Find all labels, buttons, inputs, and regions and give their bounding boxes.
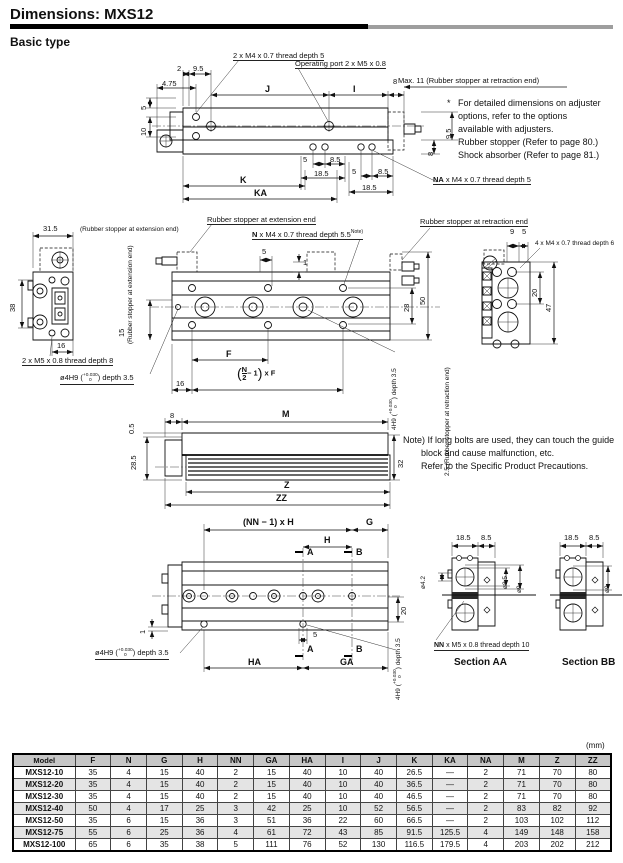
table-cell: 40 <box>289 791 325 803</box>
table-cell: 2 <box>468 815 504 827</box>
model-cell: MXS12-40 <box>13 803 75 815</box>
table-cell: 61 <box>254 827 290 839</box>
table-cell: 3 <box>218 803 254 815</box>
table-cell: 40 <box>361 779 397 791</box>
table-cell: 4 <box>218 827 254 839</box>
table-cell: 60 <box>361 815 397 827</box>
dim-18-5-b: 18.5 <box>362 183 377 192</box>
bolt-note-line2: block and cause malfunction, etc. <box>421 448 555 458</box>
col-header: N <box>111 754 147 767</box>
table-cell: 52 <box>325 839 361 852</box>
table-cell: 71 <box>504 767 540 779</box>
table-cell: 83 <box>504 803 540 815</box>
hole-prefix: ø4H9 ( <box>95 648 118 657</box>
table-cell: 17 <box>146 803 182 815</box>
aa-dia-4-2: ø4.2 <box>420 575 427 589</box>
table-header-row <box>13 754 611 767</box>
table-cell: 4 <box>111 803 147 815</box>
table-cell: 2 <box>468 779 504 791</box>
table-cell: — <box>432 779 468 791</box>
model-cell: MXS12-50 <box>13 815 75 827</box>
dim-9-5-right: 9.5 <box>444 128 453 139</box>
col-header: ZZ <box>575 754 611 767</box>
dimensions-table <box>12 753 612 852</box>
table-cell: 22 <box>325 815 361 827</box>
table-cell: 4 <box>111 791 147 803</box>
hole-prefix: ø4H9 ( <box>60 373 83 382</box>
model-cell: MXS12-20 <box>13 779 75 791</box>
table-cell: 6 <box>111 815 147 827</box>
hole-callout-vertical <box>390 368 400 430</box>
adjuster-note-line5: Shock absorber (Refer to page 81.) <box>458 150 600 160</box>
hole-callout-vertical-bottom <box>394 638 404 700</box>
dim-8: 8 <box>393 77 398 86</box>
table-row <box>13 839 611 852</box>
col-header: NA <box>468 754 504 767</box>
col-header: F <box>75 754 111 767</box>
table-cell: 4 <box>111 779 147 791</box>
dim-I: I <box>353 84 356 94</box>
table-cell: — <box>432 803 468 815</box>
profile-view <box>143 418 400 509</box>
bolt-note-line1: Note) If long bolts are used, they can touch the guide <box>403 435 615 445</box>
table-cell: 65 <box>75 839 111 852</box>
dim-47-rview: 47 <box>544 303 553 312</box>
na-bold: NA <box>433 175 444 184</box>
table-cell: 40 <box>361 791 397 803</box>
pitch-formula <box>237 366 275 381</box>
dim-15: 15 <box>117 328 126 337</box>
v4h9-suffix: ) depth 3.5 <box>395 638 402 670</box>
dim-9-5: 9.5 <box>193 64 204 73</box>
table-cell: 25 <box>146 827 182 839</box>
table-cell: 56.5 <box>396 803 432 815</box>
table-cell: 15 <box>146 779 182 791</box>
table-cell: 36 <box>289 815 325 827</box>
dim-G: G <box>366 517 374 527</box>
table-cell: 10 <box>325 803 361 815</box>
bolt-note-line3: Refer to the Specific Product Precautions. <box>421 461 589 471</box>
table-cell: 35 <box>75 767 111 779</box>
table-cell: 10 <box>325 779 361 791</box>
dim-F: F <box>226 349 232 359</box>
col-header: J <box>361 754 397 767</box>
table-cell: 102 <box>539 815 575 827</box>
section-subtitle: Basic type <box>10 35 71 49</box>
table-row <box>13 779 611 791</box>
table-cell: 10 <box>325 791 361 803</box>
table-cell: 70 <box>539 767 575 779</box>
table-cell: 40 <box>289 779 325 791</box>
hole-callout-bottom <box>95 648 169 660</box>
bottom-view <box>148 524 404 672</box>
dim-GA: GA <box>340 657 354 667</box>
frac-mult: x F <box>262 368 276 378</box>
table-cell: 40 <box>289 767 325 779</box>
table-cell: 26.5 <box>396 767 432 779</box>
dim-5-left: 5 <box>139 105 148 110</box>
table-cell: 2 <box>468 803 504 815</box>
col-header: NN <box>218 754 254 767</box>
dim-16-left: 16 <box>57 341 66 350</box>
hole-suffix: ) depth 3.5 <box>132 648 169 657</box>
tol-bot: 0 <box>88 378 92 383</box>
table-cell: 2 <box>218 767 254 779</box>
col-header: HA <box>289 754 325 767</box>
table-cell: 85 <box>361 827 397 839</box>
table-row <box>13 791 611 803</box>
col-header: I <box>325 754 361 767</box>
dim-5-center: 5 <box>262 247 267 256</box>
frac-num: N <box>241 365 248 374</box>
table-cell: 42 <box>254 803 290 815</box>
section-bb-caption: Section BB <box>562 657 616 668</box>
table-cell: 158 <box>575 827 611 839</box>
section-mark-B-bottom: B <box>356 644 363 654</box>
dim-8-5-b: 8.5 <box>378 167 389 176</box>
v4h9-suffix: ) depth 3.5 <box>391 368 398 400</box>
table-cell: 80 <box>575 779 611 791</box>
dim-ZZ: ZZ <box>276 493 287 503</box>
table-cell: 15 <box>146 791 182 803</box>
max-stroke-callout: Max. 11 (Rubber stopper at retraction end) <box>398 76 540 85</box>
frac-rest: − 1 <box>247 368 258 378</box>
nn-thread-callout <box>434 641 529 651</box>
table-cell: 125.5 <box>432 827 468 839</box>
section-mark-A-top: A <box>307 547 314 557</box>
col-header: H <box>182 754 218 767</box>
table-cell: 203 <box>504 839 540 852</box>
table-cell: 149 <box>504 827 540 839</box>
m4-thread-callout-right: 4 x M4 x 0.7 thread depth 6 <box>535 240 615 247</box>
dim-8-right: 8 <box>426 151 435 156</box>
dim-KA: KA <box>254 188 267 198</box>
adjuster-note-line3: available with adjusters. <box>458 124 554 134</box>
page-title: Dimensions: MXS12 <box>10 6 154 23</box>
n-bold: N <box>252 230 258 239</box>
nn-bold: NN <box>434 642 445 649</box>
na-thread-callout <box>433 175 531 185</box>
table-cell: 6 <box>111 839 147 852</box>
tol-bot: 0 <box>394 405 399 409</box>
dim-1-center: 1 <box>303 258 308 267</box>
table-cell: 103 <box>504 815 540 827</box>
paren-open: ( <box>237 365 242 381</box>
table-cell: 112 <box>575 815 611 827</box>
dim-4-75: 4.75 <box>162 79 177 88</box>
table-cell: 35 <box>75 791 111 803</box>
table-cell: 66.5 <box>396 815 432 827</box>
side-stopper-note: (Rubber stopper at extension end) <box>127 245 134 344</box>
hole-callout-left <box>60 373 134 385</box>
dim-J: J <box>265 84 271 94</box>
table-cell: — <box>432 767 468 779</box>
table-cell: 40 <box>182 779 218 791</box>
table-cell: — <box>432 791 468 803</box>
v4h9-prefix: 4H9 ( <box>391 414 398 430</box>
dim-8-profile: 8 <box>170 411 175 420</box>
table-cell: 6 <box>111 827 147 839</box>
table-cell: 76 <box>289 839 325 852</box>
table-cell: 40 <box>182 767 218 779</box>
tolerance-stack <box>390 399 400 414</box>
table-cell: 2 <box>468 767 504 779</box>
table-cell: 15 <box>146 767 182 779</box>
dim-20-rview: 20 <box>530 288 539 297</box>
col-header: Z <box>539 754 575 767</box>
n-thread-callout <box>252 228 363 240</box>
col-header-model: Model <box>13 754 75 767</box>
table-cell: 71 <box>504 791 540 803</box>
table-cell: 15 <box>254 779 290 791</box>
tol-top: +0.030 <box>82 373 98 379</box>
adjuster-note-line4: Rubber stopper (Refer to page 80.) <box>458 137 599 147</box>
tolerance-stack <box>118 649 133 659</box>
dim-H: H <box>324 535 331 545</box>
model-cell: MXS12-30 <box>13 791 75 803</box>
v4h9-prefix: 4H9 ( <box>395 684 402 700</box>
bb-dim-8-5: 8.5 <box>589 533 600 542</box>
tol-bot: 0 <box>398 675 403 679</box>
table-cell: 51 <box>254 815 290 827</box>
dim-5-rview: 5 <box>522 227 527 236</box>
table-cell: 43 <box>325 827 361 839</box>
unit-label: (mm) <box>586 741 605 750</box>
table-cell: 70 <box>539 779 575 791</box>
dim-5-b: 5 <box>352 167 357 176</box>
table-cell: 40 <box>361 767 397 779</box>
table-cell: 130 <box>361 839 397 852</box>
table-cell: 116.5 <box>396 839 432 852</box>
dim-0-5: 0.5 <box>127 423 136 434</box>
dim-10-left: 10 <box>139 127 148 136</box>
table-cell: 2 <box>218 791 254 803</box>
table-cell: 46.5 <box>396 791 432 803</box>
dim-5-bottom: 5 <box>313 630 318 639</box>
table-cell: 148 <box>539 827 575 839</box>
table-cell: 2 <box>468 791 504 803</box>
col-header: K <box>396 754 432 767</box>
left-end-view <box>18 232 178 374</box>
dim-28: 28 <box>402 303 411 312</box>
thread-callout: 2 x M4 x 0.7 thread depth 5 <box>233 51 325 60</box>
nn-rest: x M5 x 0.8 thread depth 10 <box>444 642 530 649</box>
table-cell: 35 <box>146 839 182 852</box>
table-cell: 72 <box>289 827 325 839</box>
table-cell: 80 <box>575 767 611 779</box>
dim-28-5: 28.5 <box>129 455 138 470</box>
dim-M: M <box>282 409 290 419</box>
tol-top: +0.030 <box>393 669 399 685</box>
table-cell: 50 <box>75 803 111 815</box>
table-cell: 38 <box>182 839 218 852</box>
table-cell: 15 <box>254 791 290 803</box>
table-cell: 4 <box>111 767 147 779</box>
ret-stopper-callout: Rubber stopper at retraction end <box>420 217 528 226</box>
bb-dia-9: ø9 <box>604 585 611 593</box>
ret-stopper-vertical-note: 2.5 (Rubber stopper at retraction end) <box>444 367 451 476</box>
table-cell: 4 <box>468 839 504 852</box>
tol-bot: 0 <box>123 653 127 658</box>
dim-Z: Z <box>284 480 290 490</box>
table-cell: 10 <box>325 767 361 779</box>
table-cell: 4 <box>468 827 504 839</box>
table-cell: 35 <box>75 779 111 791</box>
table-cell: 2 <box>218 779 254 791</box>
section-mark-B-top: B <box>356 547 363 557</box>
dim-38: 38 <box>8 303 17 312</box>
table-cell: 36.5 <box>396 779 432 791</box>
operating-port-callout: Operating port 2 x M5 x 0.8 <box>295 59 386 68</box>
model-cell: MXS12-75 <box>13 827 75 839</box>
na-rest: x M4 x 0.7 thread depth 5 <box>443 175 531 184</box>
paren-close: ) <box>257 365 263 381</box>
table-cell: 92 <box>575 803 611 815</box>
note-superscript: Note) <box>350 229 364 235</box>
table-cell: 35 <box>75 815 111 827</box>
section-mark-A-bottom: A <box>307 644 314 654</box>
hole-suffix: ) depth 3.5 <box>97 373 134 382</box>
table-cell: 55 <box>75 827 111 839</box>
section-aa-caption: Section AA <box>454 657 507 668</box>
dim-32: 32 <box>396 459 405 468</box>
aa-dia-8-5: ø8.5 <box>502 575 509 589</box>
aa-dia-9: ø9 <box>516 585 523 593</box>
table-cell: 25 <box>289 803 325 815</box>
table-cell: 70 <box>539 791 575 803</box>
bb-dim-18-5: 18.5 <box>564 533 579 542</box>
table-cell: 25 <box>182 803 218 815</box>
table-cell: 91.5 <box>396 827 432 839</box>
adjuster-note-bullet: * <box>447 98 451 108</box>
table-cell: 52 <box>361 803 397 815</box>
table-cell: 71 <box>504 779 540 791</box>
col-header: KA <box>432 754 468 767</box>
table-cell: 202 <box>539 839 575 852</box>
table-cell: 36 <box>182 827 218 839</box>
dim-16-center: 16 <box>176 379 185 388</box>
tol-top: +0.030 <box>389 399 395 415</box>
adjuster-note-line2: options, refer to the options <box>458 111 568 121</box>
table-cell: 111 <box>254 839 290 852</box>
col-header: GA <box>254 754 290 767</box>
col-header: G <box>146 754 182 767</box>
table-cell: 15 <box>146 815 182 827</box>
table-cell: — <box>432 815 468 827</box>
table-cell: 179.5 <box>432 839 468 852</box>
table-cell: 212 <box>575 839 611 852</box>
table-cell: 5 <box>218 839 254 852</box>
model-cell: MXS12-100 <box>13 839 75 852</box>
dim-8-5-a: 8.5 <box>330 155 341 164</box>
dim-5-a: 5 <box>303 155 308 164</box>
table-row <box>13 827 611 839</box>
col-header: M <box>504 754 540 767</box>
nn-pitch-formula: (NN − 1) x H <box>243 517 294 527</box>
dim-20-bottom: 20 <box>399 606 408 615</box>
aa-dim-18-5: 18.5 <box>456 533 471 542</box>
table-row <box>13 815 611 827</box>
dim-9-rview: 9 <box>510 227 515 236</box>
table-cell: 3 <box>218 815 254 827</box>
table-cell: 80 <box>575 791 611 803</box>
tolerance-stack <box>83 374 98 384</box>
left-stopper-note: (Rubber stopper at extension end) <box>80 226 179 233</box>
dim-31-5: 31.5 <box>43 224 58 233</box>
aa-dim-8-5: 8.5 <box>481 533 492 542</box>
table-cell: 82 <box>539 803 575 815</box>
adjuster-note-line1: For detailed dimensions on adjuster <box>458 98 601 108</box>
dim-18-5-a: 18.5 <box>314 169 329 178</box>
table-cell: 15 <box>254 767 290 779</box>
tolerance-stack <box>394 669 404 684</box>
dim-2: 2 <box>177 64 182 73</box>
right-end-view <box>482 242 558 348</box>
dim-HA: HA <box>248 657 261 667</box>
m5-thread-callout: 2 x M5 x 0.8 thread depth 8 <box>22 356 114 365</box>
ext-stopper-callout: Rubber stopper at extension end <box>207 215 316 224</box>
dim-K: K <box>240 175 247 185</box>
dim-1-bottom: 1 <box>138 629 147 634</box>
table-cell: 40 <box>182 791 218 803</box>
n-rest: x M4 x 0.7 thread depth 5.5 <box>257 230 351 239</box>
tol-top: +0.030 <box>117 648 133 654</box>
frac-den: 2 <box>242 373 247 382</box>
model-cell: MXS12-10 <box>13 767 75 779</box>
dim-50: 50 <box>418 296 427 305</box>
table-cell: 36 <box>182 815 218 827</box>
table-row <box>13 767 611 779</box>
table-row <box>13 803 611 815</box>
